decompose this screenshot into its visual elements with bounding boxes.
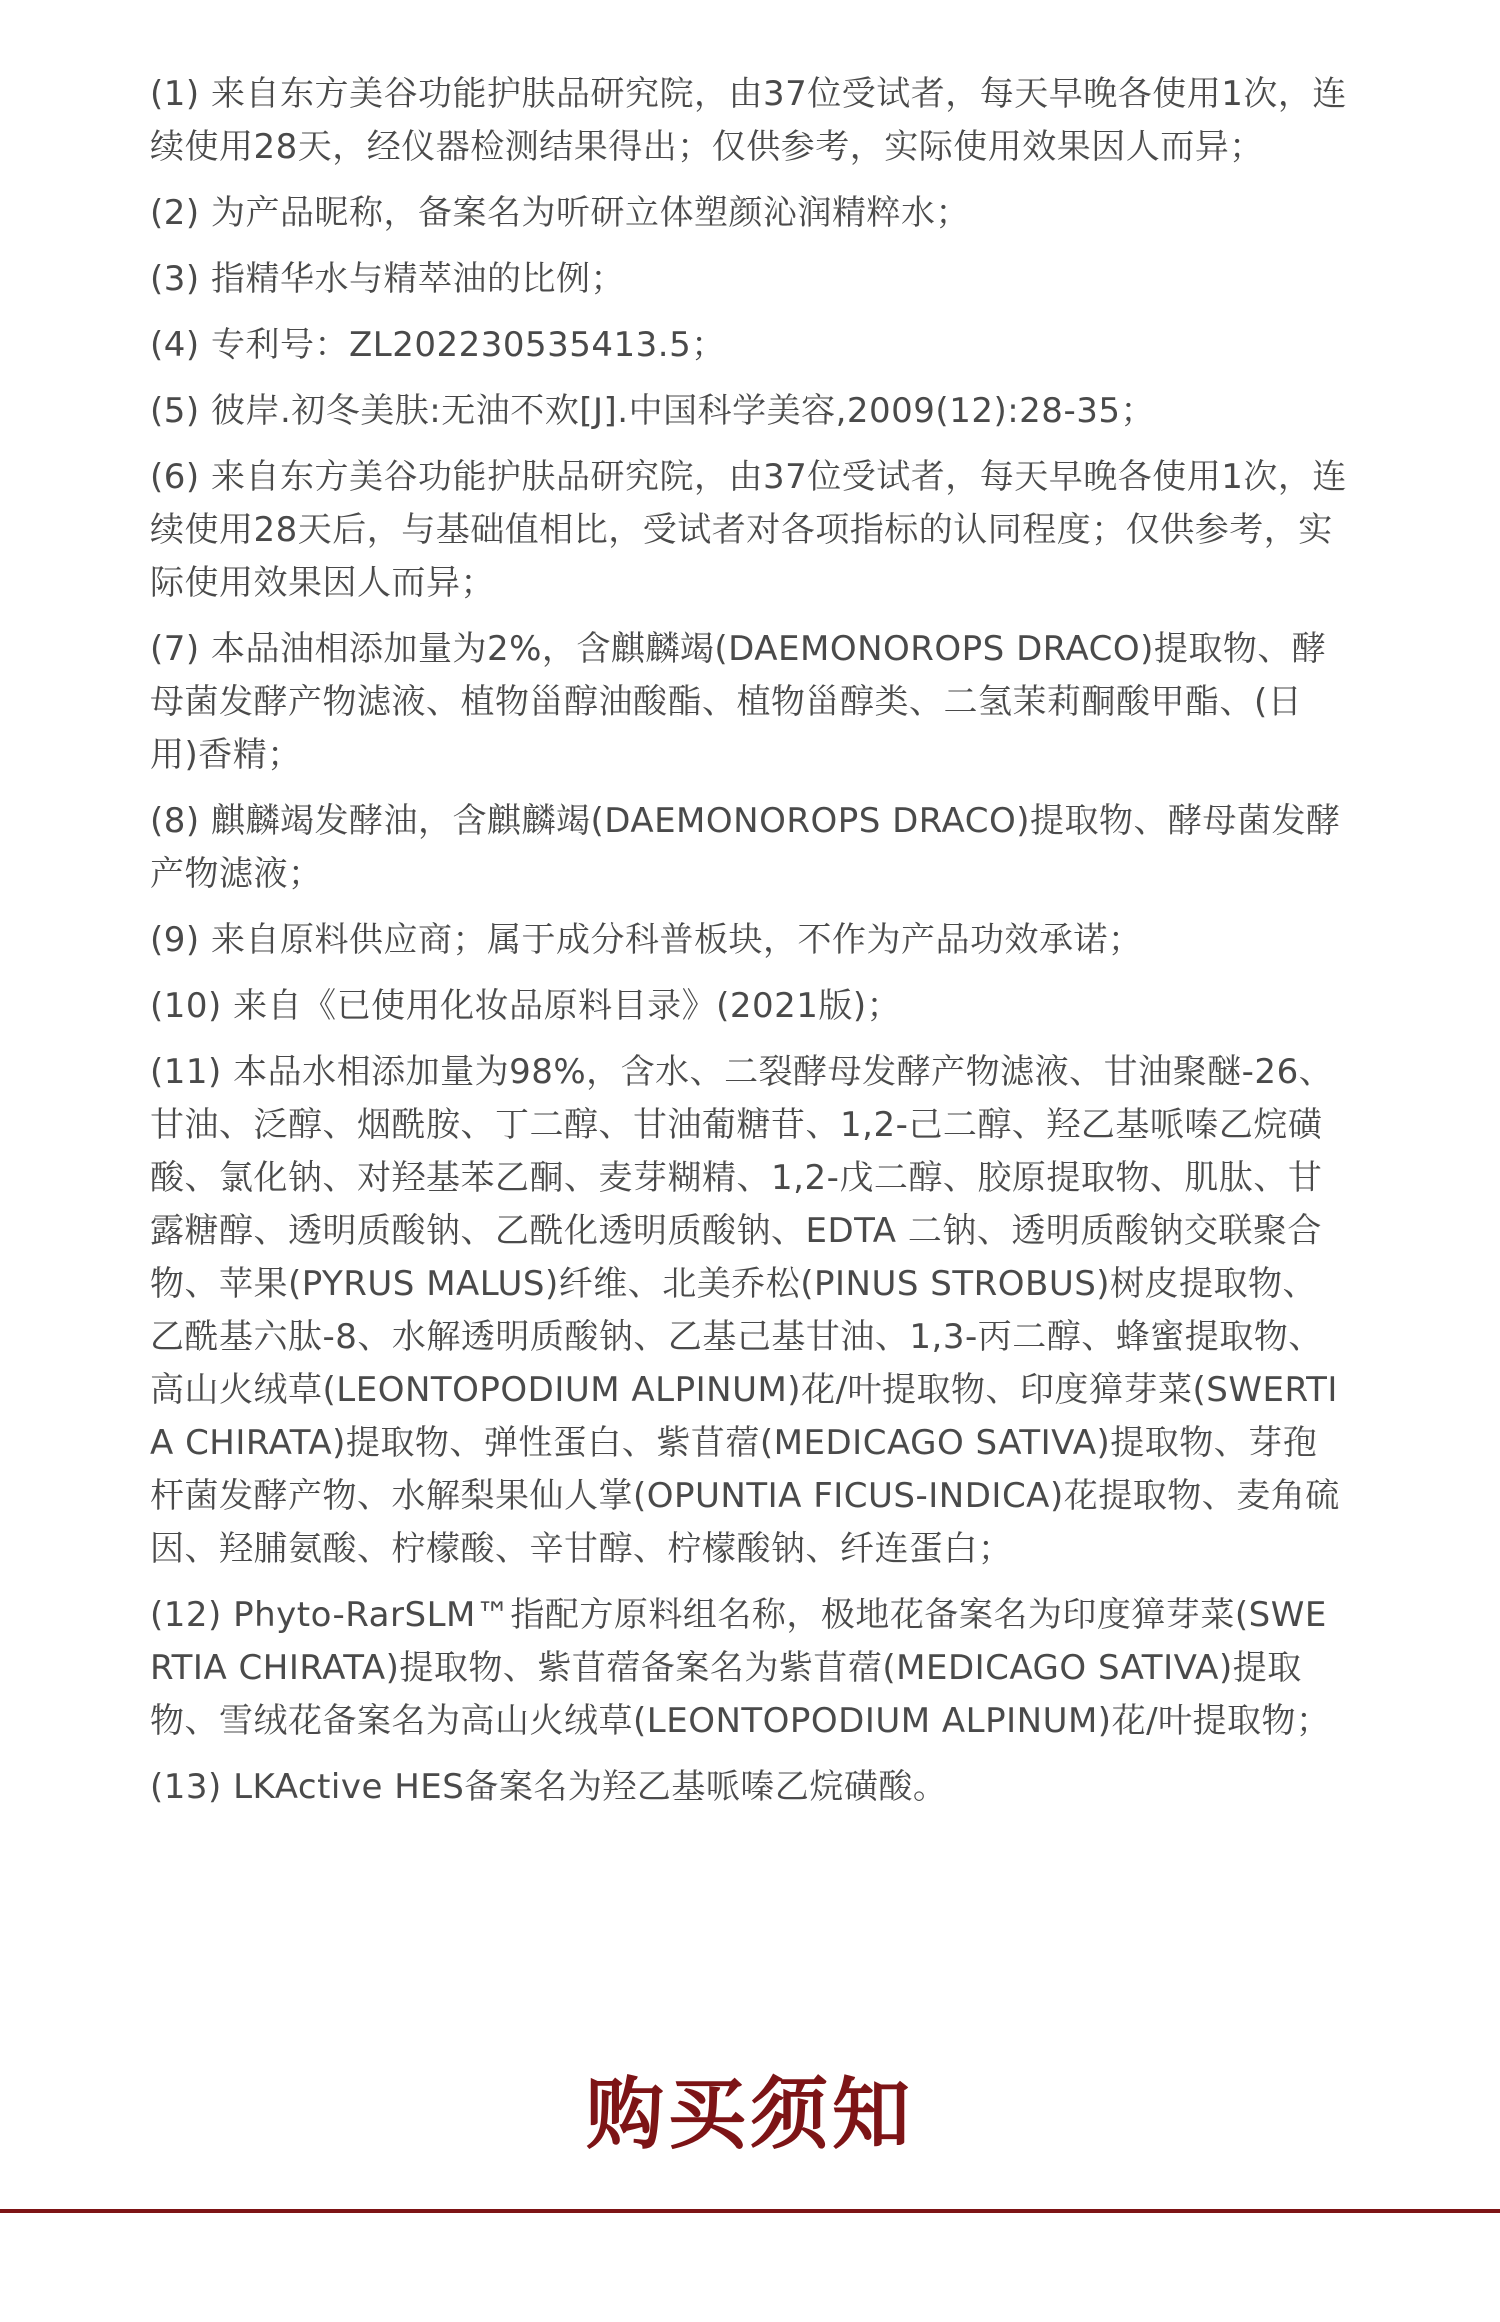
footnote-2: (2) 为产品昵称，备案名为听研立体塑颜沁润精粹水； [150, 193, 970, 233]
footnote-5: (5) 彼岸.初冬美肤:无油不欢[J].中国科学美容,2009(12):28-35； [150, 391, 1155, 431]
footnote-12: (12) Phyto-RarSLM™指配方原料组名称，极地花备案名为印度獐芽菜(SWERTIA CHIRATA)提取物、紫苜蓿备案名为紫苜蓿(MEDICAGO SATIVA)提取物、雪绒花备案名为高山火绒草(LEONTOPODIUM ALPINUM)花/叶提取物； [150, 1595, 1331, 1741]
footnote-8: (8) 麒麟竭发酵油，含麒麟竭(DAEMONOROPS DRACO)提取物、酵母菌发酵产物滤液； [150, 801, 1341, 894]
footnote-list [150, 68, 1350, 1827]
footnote-13: (13) LKActive HES备案名为羟乙基哌嗪乙烷磺酸。 [150, 1767, 948, 1807]
footnote-3: (3) 指精华水与精萃油的比例； [150, 259, 625, 299]
footnote-9: (9) 来自原料供应商；属于成分科普板块，不作为产品功效承诺； [150, 920, 1143, 960]
footnote-4: (4) 专利号：ZL202230535413.5； [150, 325, 726, 365]
section-divider [0, 2209, 1500, 2213]
footnote-11: (11) 本品水相添加量为98%，含水、二裂酵母发酵产物滤液、甘油聚醚-26、甘油、泛醇、烟酰胺、丁二醇、甘油葡糖苷、1,2-己二醇、羟乙基哌嗪乙烷磺酸、氯化钠、对羟基苯乙酮、麦芽糊精、1,2-戊二醇、胶原提取物、肌肽、甘露糖醇、透明质酸钠、乙酰化透明质酸钠、EDTA 二钠、透明质酸钠交联聚合物、苹果(PYRUS MALUS)纤维、北美乔松(PINUS STROBUS)树皮提取物、乙酰基六肽-8、水解透明质酸钠、乙基己基甘油、1,3-丙二醇、蜂蜜提取物、高山火绒草(LEONTOPODIUM ALPINUM)花/叶提取物、印度獐芽菜(SWERTIA CHIRATA)提取物、弹性蛋白、紫苜蓿(MEDICAGO SATIVA)提取物、芽孢杆菌发酵产物、水解梨果仙人掌(OPUNTIA FICUS-INDICA)花提取物、麦角硫因、羟脯氨酸、柠檬酸、辛甘醇、柠檬酸钠、纤连蛋白； [150, 1052, 1340, 1569]
footnote-10: (10) 来自《已使用化妆品原料目录》(2021版)； [150, 986, 902, 1026]
footnote-6: (6) 来自东方美谷功能护肤品研究院，由37位受试者，每天早晚各使用1次，连续使用28天后，与基础值相比，受试者对各项指标的认同程度；仅供参考，实际使用效果因人而异； [150, 457, 1347, 603]
footnote-1: (1) 来自东方美谷功能护肤品研究院，由37位受试者，每天早晚各使用1次，连续使用28天，经仪器检测结果得出；仅供参考，实际使用效果因人而异； [150, 74, 1347, 167]
footnote-7: (7) 本品油相添加量为2%，含麒麟竭(DAEMONOROPS DRACO)提取物、酵母菌发酵产物滤液、植物甾醇油酸酯、植物甾醇类、二氢茉莉酮酸甲酯、(日用)香精； [150, 629, 1327, 775]
purchase-notice-title: 购买须知 [585, 2070, 914, 2160]
